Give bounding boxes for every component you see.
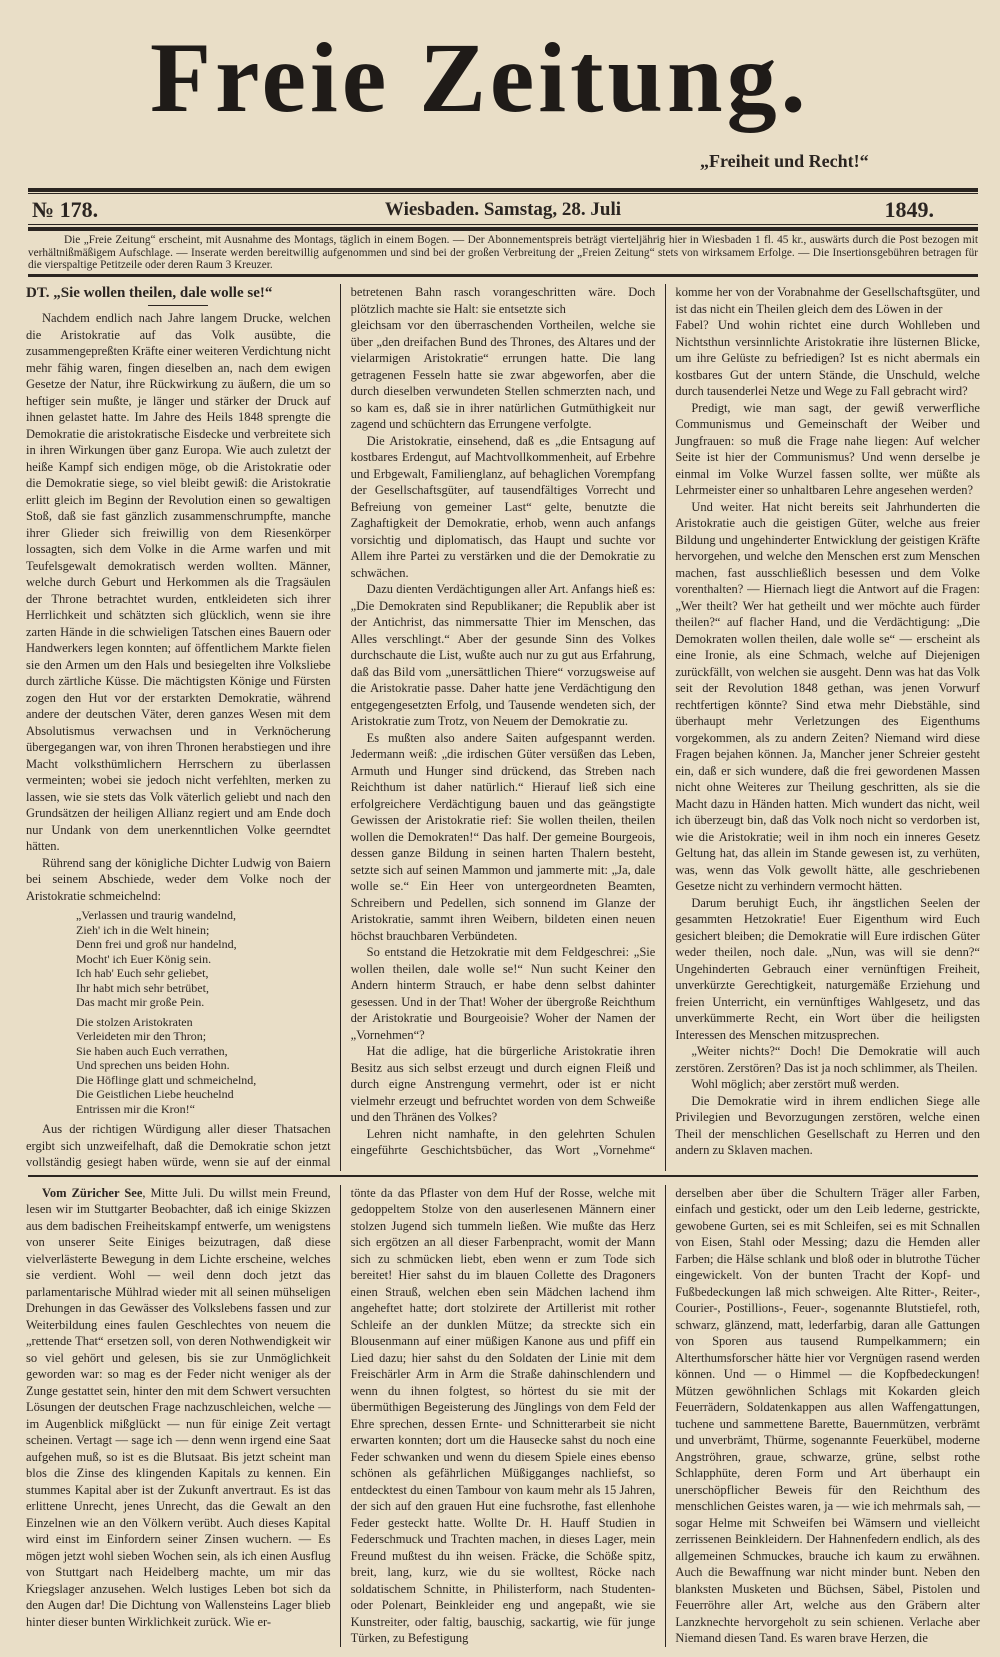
paragraph: Wohl möglich; aber zerstört muß werden. xyxy=(691,1077,900,1091)
newspaper-title: Freie Zeitung. xyxy=(150,22,810,133)
poem-line: Die Geistlichen Liebe heuchelnd xyxy=(76,1087,234,1101)
poem-line: Entrissen mir die Kron!“ xyxy=(76,1101,195,1116)
report-date: , Mitte Juli. xyxy=(142,1185,204,1200)
subscription-notice: Die „Freie Zeitung“ erscheint, mit Ausnahme des Montags, täglich in einem Bogen. — Der Abonnementspreis beträgt vierteljährig hier in Wiesbaden 1 fl. 45 kr., auswärts durch die Post bezogen mit verhältnißmäßigem Aufschlage. — Inserate werden bereitwillig aufgenommen und sind bei der großen Verbreitung der „Freien Zeitung“ stets von wirksamem Erfolge. — Die Insertionsgebühren betragen für die vierspaltige Petitzeile oder deren Raum 3 Kreuzer. xyxy=(28,234,978,271)
paragraph: Dazu dienten Verdächtigungen aller Art. Anfangs hieß es: „Die Demokraten sind Republikaner; die Republik aber ist der Antichrist, das nimmersatte Thier im Menschen, das Alles verschlingt.“ Aber der gesunde Sinn des Volkes durchschaute die List, wußte auch nur zu gut aus Erfahrung, daß das Bild vom „unersättlichen Thiere“ vorzugsweise auf die Aristokratie passe. Daher hatte jene Verdächtigung den entgegengesetzten Erfolg, und Tausende wendeten sich, der Aristokratie zum Trotz, von Neuem der Demokratie zu. xyxy=(350,582,656,728)
paragraph: Lehren nicht namhafte, in den gelehrten Schulen eingeführte Geschichtsbücher, das Wort „Vornehme“ komme her von der Vorabnahme der Gesellschaftsgüter, und ist das nicht ein Theilen gleich dem des Löwen in der xyxy=(350,285,980,1157)
issue-year: 1849. xyxy=(884,197,934,222)
poem-line: Denn frei und groß nur handelnd, xyxy=(76,937,237,951)
poem-line: Und sprechen uns beiden Hohn. xyxy=(76,1058,230,1072)
poem-stanza xyxy=(76,1015,331,1117)
poem-line: Das macht mir große Pein. xyxy=(76,995,205,1009)
article-headline: DT. „Sie wollen theilen, dale wolle se!“ xyxy=(26,285,273,301)
paragraph: Die Aristokratie, einsehend, daß es „die Entsagung auf kostbares Erdengut, auf Machtvollkommenheit, auf Erbehre und Erbgewalt, Familienglanz, auf behaglichen Vorempfang der Gesellschaftsgüter, auf tausendfältiges Vorrecht und Befreiung von gemeiner Last“ gelte, benutzte die Zaghaftigkeit der Demokratie, erhob, wenn auch anfangs vorsichtig und diplomatisch, das Haupt und suchte vor Allem ihre Partei zu verstärken und die der Demokratie zu schwächen. xyxy=(350,433,656,580)
paragraph: Die Demokratie wird in ihrem endlichen Siege alle Privilegien und Bevorzugungen zerstören, welche einen Theil der menschlichen Gesellschaft zu Herren und den andern zu Sklaven machen. xyxy=(675,1093,980,1157)
divider xyxy=(28,274,978,277)
paragraph: Es mußten also andere Saiten aufgespannt werden. Jedermann weiß: „die irdischen Güter versüßen das Leben, Armuth und Hunger sind drückend, das Streben nach Reichthum ist daher natürlich.“ Hierauf ließ sich eine erfolgreichere Verdächtigung bauen und das geängstigte Gewissen der Aristokratie rief: Sie wollen theilen, theilen wollen die Demokraten!“ Das half. Der gemeine Bourgeois, dessen ganze Bildung in seinen harten Thalern besteht, setzte sich auf seinen Mammon und jammerte mit: „Ja, dale wolle se.“ Ein Heer von untergeordneten Beamten, Schreibern und Pedellen, sich sonnend im Glanze der Aristokratie, sammt ihren Weibern, bildeten einen neuen höchst brauchbaren Verbündeten. xyxy=(350,730,656,943)
paragraph: Und weiter. Hat nicht bereits seit Jahrhunderten die Aristokratie auch die geistigen Güter, welche aus freier Bildung und ungehinderter Entwicklung der geistigen Kräfte hervorgehen, und welche den Menschen erst zum Menschen machen, fast ausschließlich besessen und dem Volke vorenthalten? — Hiernach liegt die Antwort auf die Fragen: „Wer theilt? Wer hat getheilt und wer möchte auch fürder theilen?“ auf flacher Hand, und die Verdächtigung: „Die Demokraten wollen theilen, dale wolle se“ — erscheint als eine Ironie, als eine Schmach, welche auf Diejenigen zurückfällt, von welchen sie ausgeht. Denn was hat das Volk seit der Revolution 1848 gethan, was jenen Vorwurf rechtfertigen könnte? Sind etwa mehr Diebstähle, sind überhaupt mehr Verletzungen des Eigenthums vorgekommen, als zu andern Zeiten? Niemand wird diese Fragen bejahen können. Ja, Mancher jener Schreier gesteht ein, daß er sich wundere, daß die frei gewordenen Massen nicht ohne Weiteres zur Theilung geschritten, als sie die Macht dazu in Händen hatten. Mich wundert das nicht, weil ich überzeugt bin, daß das Volk noch nicht so verdorben ist, wie die Aristokratie; weil in ihm noch ein inneres Gesetz Geltung hat, das allein im Stande gewesen ist, zu verhüten, was, wenn das Volk gewollt hätte, alle geschriebenen Gesetze nicht zu verhindern vermocht hätten. xyxy=(675,499,980,893)
report-place: Vom Züricher See xyxy=(42,1185,143,1200)
divider xyxy=(28,224,978,225)
paragraph: Fabel? Und wohin richtet eine durch Wohlleben und Nichtsthun versinnlichte Aristokratie ihre lüsternen Blicke, um ihre Gelüste zu befriedigen? Ist es nicht abermals ein kostbares Gut der untern Stände, die Unschuld, welche durch tausenderlei Netze und Wege zu Fall gebracht wird? xyxy=(675,318,980,398)
divider xyxy=(28,193,978,194)
poem-stanza xyxy=(76,908,331,1010)
paragraph: derselben aber über die Schultern Träger aller Farben, einfach und gestickt, oder um den Leib lederne, gestrickte, gewobene Gurten, sei es mit Schleifen, sei es mit Schnallen von Eisen, Stahl oder Messing; dazu die Hemden aller Farben; die Hälse schlank und bloß oder in blutrothe Tücher eingewickelt. Von der bunten Tracht der Kopf- und Fußbedeckungen laß mich schweigen. Alte Ritter-, Reiter-, Courier-, Postillions-, Feuer-, sogenannte Blutstiefel, roth, schwarz, glänzend, matt, lederfarbig, daran alle Gattungen von Sporen aus tausend Rumpelkammern; ein Alterthumsforscher hätte hier vor Vergnügen rasend werden können. Und — o Himmel — die Kopfbedeckungen! Mützen gewöhnlichen Schlags mit Kokarden gleich Feuerrädern, Soldatenkappen aus allen Waffengattungen, tuchene und sammettene Barette, Bauernmützen, verbrämt und unverbrämt, Thürme, sogenannte Feuerkübel, moderne Angströhren, graue, schwarze, grüne, selbst rothe Schlapphüte, deren Form und Art überhaupt ein unerschöpflicher Beweis für den Reichthum des menschlichen Geistes waren, ja — wie ich mehrmals sah, — sogar Helme mit Schweifen bei Wämsern und vielleicht zerrissenen Beinkleidern. Der Hahnenfedern endlich, als des allgemeinen Schmuckes, brauche ich kaum zu erwähnen. Auch die Bewaffnung war nicht minder bunt. Neben den blanksten Musketen und Büchsen, Säbel, Pistolen und Feuerröhre aller Art, welche aus den Gräbern alter Lanzknechte hervorgeholt zu sein schienen. Verlache aber Niemand diesen Tand. Es waren brave Herzen, die xyxy=(675,1185,980,1645)
poem-line: Mocht' ich Euer König sein. xyxy=(76,951,212,966)
poem-line: Sie haben auch Euch verrathen, xyxy=(76,1043,228,1058)
poem xyxy=(76,908,331,1116)
paragraph: tönte da das Pflaster von dem Huf der Rosse, welche mit gedoppeltem Stolze von den auserlesenen Männern einer stolzen Jugend sich tummeln ließen. Wie mußte das Herz sich ergötzen an all dieser Farbenpracht, womit der Mann sich zu schmücken liebt, eben wenn er zum Tode sich bereitet! Hier sahst du im blauen Collette des Dragoners einen Strauß, welchen eben sein Mädchen lachend ihm angeheftet hatte; dort stolzirete der Artillerist mit rother Schleife an der dunklen Mütze; da streckte sich ein Blousenmann auf einer müßigen Kanone aus und pfiff ein Lied dazu; hier sahst du den Soldaten der Linie mit dem Freischärler Arm in Arm die Straße dahinschlendern und wenn du ihnen folgtest, so hörtest du sie mit der übermüthigen Begeisterung des Jünglings von dem Feld der Ehre sprechen, dessen Ernte- und Schnitterarbeit sie nicht erwarten konnten; dort um die Hausecke sahst du noch eine Feder schwanken und wenn du diesem Spiele eines ebenso schönen als gefährlichen Müßigganges nachliefst, so entdecktest du einen Tambour von kaum mehr als 15 Jahren, der sich auf den grauen Hut eine fuchsrothe, fast ellenhohe Feder gesteckt hatte. Wollte Dr. H. Hauff Studien in Federschmuck und Trachten machen, in dieses Lager, mein Freund mußtest du ihn weisen. Fräcke, die Schöße spitz, breit, lang, kurz, wie du sie wolltest, Röcke nach soldatischem Schnitte, in Philisterform, nach Studenten- oder Polenart, Beinkleider eng und angepaßt, wie sie Kunstreiter, oder faltig, bauschig, sackartig, wie für junge Türken, zu Befestigung xyxy=(350,1185,656,1645)
poem-line: „Verlassen und traurig wandelnd, xyxy=(76,908,236,922)
masthead xyxy=(0,0,1000,278)
poem-line: Die stolzen Aristokraten xyxy=(76,1014,193,1029)
paragraph: „Weiter nichts?“ Doch! Die Demokratie will auch zerstören. Zerstören? Das ist ja noch schlimmer, als Theilen. xyxy=(675,1044,980,1075)
issue-number: № 178. xyxy=(32,197,99,222)
poem-line: Ich hab' Euch sehr geliebet, xyxy=(76,966,209,980)
paragraph: Nachdem endlich nach Jahre langem Drucke, welchen die Aristokratie auf das Volk ausübte, die zusammengepreßten Kräfte einer weiteren Verdichtung nicht mehr fähig waren, fingen dieselben an, nach dem ewigen Gesetze der Natur, ihre Rückwirkung zu äußern, die um so heftiger sein mußte, je länger und stärker der Druck auf ihnen gelastet hatte. Im Jahre des Heils 1848 sprengte die Demokratie die aristokratische Eisdecke und verbreitete sich in ihren Wirkungen über ganz Europa. Wie auch zuletzt der heiße Kampf sich endigen möge, ob die Aristokratie oder die Demokratie siege, so viel bleibt gewiß: die Aristokratie erlitt gleich im Beginn der Revolution einen so gewaltigen Stoß, daß sie fast gänzlich zusammenschrumpfte, manche ihrer Glieder sich freiwillig von dem Riesenkörper lossagten, sich dem Volke in die Arme warfen und mit Teufelsgewalt demokratisch werden wollten. Männer, welche durch Geburt und Herkommen als die Tragsäulen der Throne betrachtet wurden, entkleideten sich ihrer Herrlichkeit und schätzten sich glücklich, wenn sie ihre zarten Hände in die schwieligen Tatschen eines Bauern oder Handwerkers legen konnten; auf öffentlichem Markte fielen sie den Armen um den Hals und besiegelten ihre Volksliebe durch zärtliche Küsse. Die mächtigsten Könige und Fürsten zogen den Hut vor der erstarkten Demokratie, während andere der deutschen Väter, deren ganzes Wesen mit dem Absolutismus verwachsen und in Verknöcherung übergegangen war, von ihren Thronen herabstiegen und ihre Macht volksthümlichern Herrschern zu überlassen vermeinten; wobei sie jedoch nicht verfehlten, merken zu lassen, wie sie stets das Volk väterlich geliebt und nach den Grundsätzen der heiligen Allianz regiert und am Ende doch nur Undank von dem unerkenntlichen Volke geerndtet hätten. xyxy=(26,311,331,853)
paragraph: Darum beruhigt Euch, ihr ängstlichen Seelen der gesammten Hetzokratie! Euer Eigenthum wird Euch gesichert bleiben; die Demokratie will Eure irdischen Güter weder theilen, noch dale. „Nun, was will sie denn?“ Ungehinderten Gebrauch einer vernünftigen Freiheit, unverkürzte Gerechtigkeit, naturgemäße Erziehung und freien Unterricht, ein vernünftiges Wahlgesetz, und das unverkümmerte Recht, ein Wort über die heiligsten Interessen des Menschen mitzusprechen. xyxy=(675,895,980,1042)
dateline: Wiesbaden. Samstag, 28. Juli xyxy=(384,199,622,220)
report-text: Du willst mein Freund, lesen wir im Stuttgarter Beobachter, daß ich einige Skizzen aus dem badischen Freiheitskampf entwerfe, um wenigstens von unserer Seite Einiges beizutragen, daß diese vielverlästerte Bewegung in dem Lichte erscheine, welches sie verdient. Wohl — weil denn doch jetzt das parlamentarische Mühlrad wieder mit all seinen mühseligen Drehungen in das Gewässer des Volkslebens fassen und zur Weiterbildung eines faulen Geschlechtes von neuem die „rettende That“ ersetzen soll, von deren Nothwendigkeit wir so viel gehört und gelesen, bis sie zur Unmöglichkeit geworden war: so mag es der Feder nicht weniger als der Zunge gestattet sein, hinter den mit dem Schwert versuchten Lösungen der deutschen Frage nachzuschleichen, welche — im Augenblick mißglückt — nun für einige Zeit vertagt scheinen. Vertagt — sage ich — denn wenn irgend eine Saat aufgehen muß, so ist es die Blutsaat. Bis jetzt scheint man blos die Zinse des klingenden Kapitals zu kennen. Ein stummes Kapital aber ist der Zukunft anvertraut. Es ist das erlittene Unrecht, jenes Unrecht, das die Gewalt an den Einzelnen wie an den Völkern verübt. Auch dieses Kapital wird einst im Einfordern seiner Zinsen wuchern. — Es mögen jetzt wohl sieben Wochen sein, als ich einen Ausflug von Stuttgart nach Heidelberg machte, um mir das Kriegslager anzusehen. Welch lustiges Leben bot sich da den Augen dar! Die Dichtung von Wallensteins Lager blieb hinter dieser bunten Wirklichkeit zurück. Wie er- xyxy=(26,1185,331,1629)
paragraph: Rührend sang der königliche Dichter Ludwig von Baiern bei seinem Abschiede, weder dem Volke noch der Aristokratie schmeichelnd: xyxy=(26,855,331,903)
paragraph: gleichsam vor den überraschenden Vortheilen, welche sie über „den dreifachen Bund des Thrones, des Altares und der vielarmigen Aristokratie“ errungen hatte. Die lang getragenen Fesseln hatte sie zwar abgeworfen, aber die durch dieselben verwundeten Stellen schmerzten nach, und so kam es, daß sie in ihrer natürlichen Gutmüthigkeit nur zagend und schüchtern das Errungene verfolgte. xyxy=(350,318,656,431)
issue-line xyxy=(28,197,978,223)
headline-separator xyxy=(148,305,208,306)
paragraph: Predigt, wie man sagt, der gewiß verwerfliche Communismus und Gemeinschaft der Weiber und Jungfrauen: so muß die Frage nahe liegen: Auf welcher Seite ist hier der Communismus? Und wenn derselbe je einmal im Volke Wurzel fassen sollte, wer müßte als Lehrmeister einer so unhaltbaren Lehre angesehen werden? xyxy=(675,400,980,497)
poem-line: Ihr habt mich sehr betrübet, xyxy=(76,980,209,995)
paragraph: So entstand die Hetzokratie mit dem Feldgeschrei: „Sie wollen theilen, dale wolle se!“ Nun sucht Keiner den Andern hinterm Strauch, er habe denn selbst dahinter gesessen. Und in der That! Woher der übergroße Reichthum der Aristokratie und Bourgeoisie? Woher der Namen der „Vornehmen“? xyxy=(350,945,656,1042)
poem-line: Die Höflinge glatt und schmeichelnd, xyxy=(76,1072,257,1087)
paragraph: Aus der richtigen Würdigung aller dieser Thatsachen ergibt sich unzweifelhaft, daß die Demokratie schon jetzt vollständig gesiegt haben würde, wenn sie auf der einmal betretenen Bahn rasch vorangeschritten wäre. Doch plötzlich machte sie Halt: sie entsetzte sich xyxy=(26,285,656,1169)
divider xyxy=(28,188,978,192)
paragraph: Hat die adlige, hat die bürgerliche Aristokratie ihren Besitz aus sich selbst erzeugt und durch eignen Fleiß und durch eigne Anstrengung vermehrt, oder ist er nicht vielmehr erzeugt und befruchtet worden von dem Schweiße und den Thränen des Volkes? xyxy=(350,1044,656,1124)
paragraph xyxy=(26,1185,331,1631)
motto: „Freiheit und Recht!“ xyxy=(700,151,869,171)
poem-line: Zieh' ich in die Welt hinein; xyxy=(76,922,210,937)
leading-article xyxy=(26,278,980,1171)
correspondence-report xyxy=(26,1177,980,1657)
divider xyxy=(28,227,978,231)
poem-line: Verleideten mir den Thron; xyxy=(76,1029,207,1043)
